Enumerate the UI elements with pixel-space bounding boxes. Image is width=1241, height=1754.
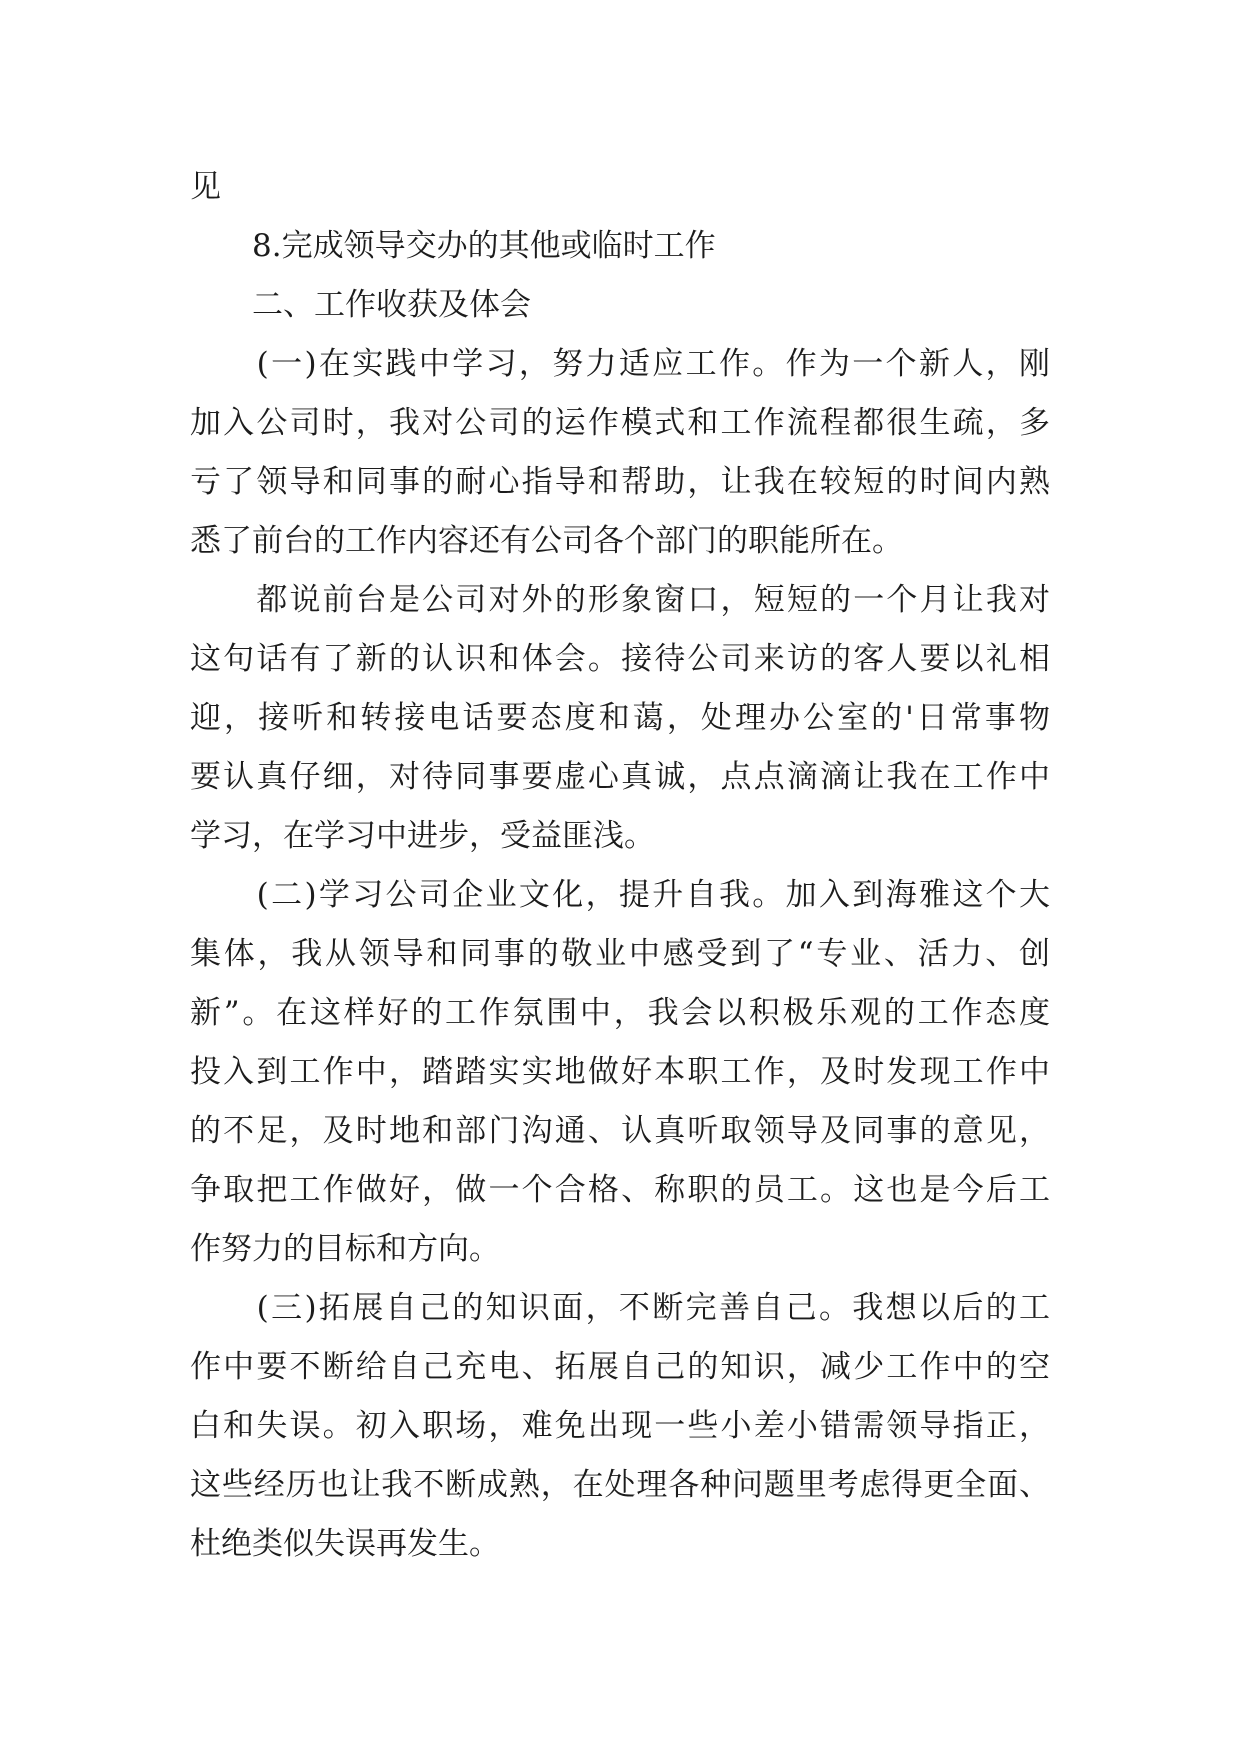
text-line: (二)学习公司企业文化，提升自我。加入到海雅这个大 — [190, 877, 1050, 913]
text-line: 投入到工作中，踏踏实实地做好本职工作，及时发现工作中 — [190, 1054, 1050, 1090]
text-line: (三)拓展自己的知识面，不断完善自己。我想以后的工 — [190, 1290, 1050, 1326]
text-line: 亏了领导和同事的耐心指导和帮助，让我在较短的时间内熟 — [190, 464, 1050, 500]
text-line: 这句话有了新的认识和体会。接待公司来访的客人要以礼相 — [190, 641, 1050, 677]
text-line: 白和失误。初入职场，难免出现一些小差小错需领导指正， — [190, 1408, 1050, 1444]
section-heading: 二、工作收获及体会 — [190, 287, 531, 323]
text-line: 见 — [190, 169, 221, 205]
text-line: 8.完成领导交办的其他或临时工作 — [190, 228, 716, 264]
text-line: 争取把工作做好，做一个合格、称职的员工。这也是今后工 — [190, 1172, 1050, 1208]
text-line: 学习，在学习中进步，受益匪浅。 — [190, 818, 655, 854]
text-line: 集体，我从领导和同事的敬业中感受到了“专业、活力、创 — [190, 936, 1050, 972]
text-line: 迎，接听和转接电话要态度和蔼，处理办公室的'日常事物 — [190, 700, 1050, 736]
document-body — [190, 158, 1050, 1574]
text-line: 都说前台是公司对外的形象窗口，短短的一个月让我对 — [190, 582, 1050, 618]
text-line: (一)在实践中学习，努力适应工作。作为一个新人，刚 — [190, 346, 1050, 382]
text-line: 的不足，及时地和部门沟通、认真听取领导及同事的意见， — [190, 1113, 1050, 1149]
text-line: 要认真仔细，对待同事要虚心真诚，点点滴滴让我在工作中 — [190, 759, 1050, 795]
text-line: 悉了前台的工作内容还有公司各个部门的职能所在。 — [190, 523, 903, 559]
text-line: 新”。在这样好的工作氛围中，我会以积极乐观的工作态度 — [190, 995, 1050, 1031]
text-line: 杜绝类似失误再发生。 — [190, 1526, 500, 1562]
text-line: 作中要不断给自己充电、拓展自己的知识，减少工作中的空 — [190, 1349, 1050, 1385]
text-line: 这些经历也让我不断成熟，在处理各种问题里考虑得更全面、 — [190, 1467, 1050, 1503]
text-line: 加入公司时，我对公司的运作模式和工作流程都很生疏，多 — [190, 405, 1050, 441]
text-line: 作努力的目标和方向。 — [190, 1231, 500, 1267]
